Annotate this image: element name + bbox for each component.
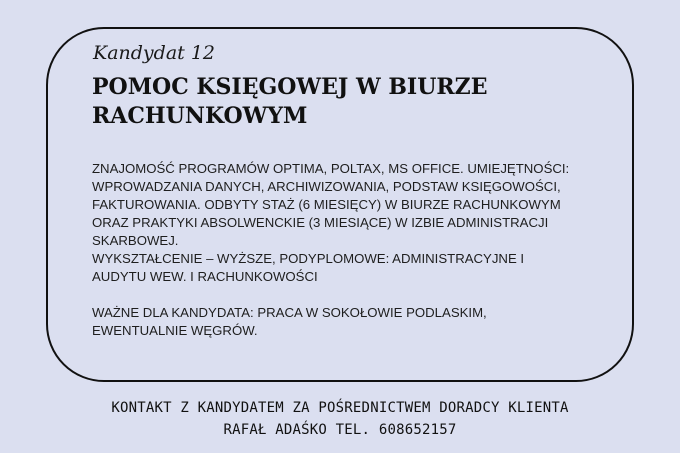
job-title: [92, 73, 562, 131]
contact-phone-line: RAFAŁ ADAŚKO TEL. 608652157: [223, 422, 457, 438]
paragraph-gap: [92, 286, 612, 304]
description-line: FAKTUROWANIA. ODBYTY STAŻ (6 MIESIĘCY) W BIURZE RACHUNKOWYM: [92, 197, 561, 212]
contact-line: KONTAKT Z KANDYDATEM ZA POŚREDNICTWEM DORADCY KLIENTA: [111, 400, 569, 416]
description-line: AUDYTU WEW. I RACHUNKOWOŚCI: [92, 269, 318, 284]
description-line: WYKSZTAŁCENIE – WYŻSZE, PODYPLOMOWE: ADMINISTRACYJNE I: [92, 251, 525, 266]
note-line: WAŻNE DLA KANDYDATA: PRACA W SOKOŁOWIE PODLASKIM,: [92, 305, 487, 320]
description-line: ORAZ PRAKTYKI ABSOLWENCKIE (3 MIESIĄCE) W IZBIE ADMINISTRACJI: [92, 215, 549, 230]
candidate-label: Kandydat 12: [93, 42, 215, 64]
description-line: ZNAJOMOŚĆ PROGRAMÓW OPTIMA, POLTAX, MS OFFICE. UMIEJĘTNOŚCI:: [92, 161, 570, 176]
description-line: SKARBOWEJ.: [92, 233, 179, 248]
candidate-description: [92, 160, 612, 340]
note-line: EWENTUALNIE WĘGRÓW.: [92, 323, 258, 338]
description-line: WPROWADZANIA DANYCH, ARCHIWIZOWANIA, PODSTAW KSIĘGOWOŚCI,: [92, 179, 561, 194]
contact-footer: [0, 397, 680, 441]
job-title-line: POMOC KSIĘGOWEJ W BIURZE: [92, 74, 488, 100]
job-title-line: RACHUNKOWYM: [92, 103, 308, 129]
